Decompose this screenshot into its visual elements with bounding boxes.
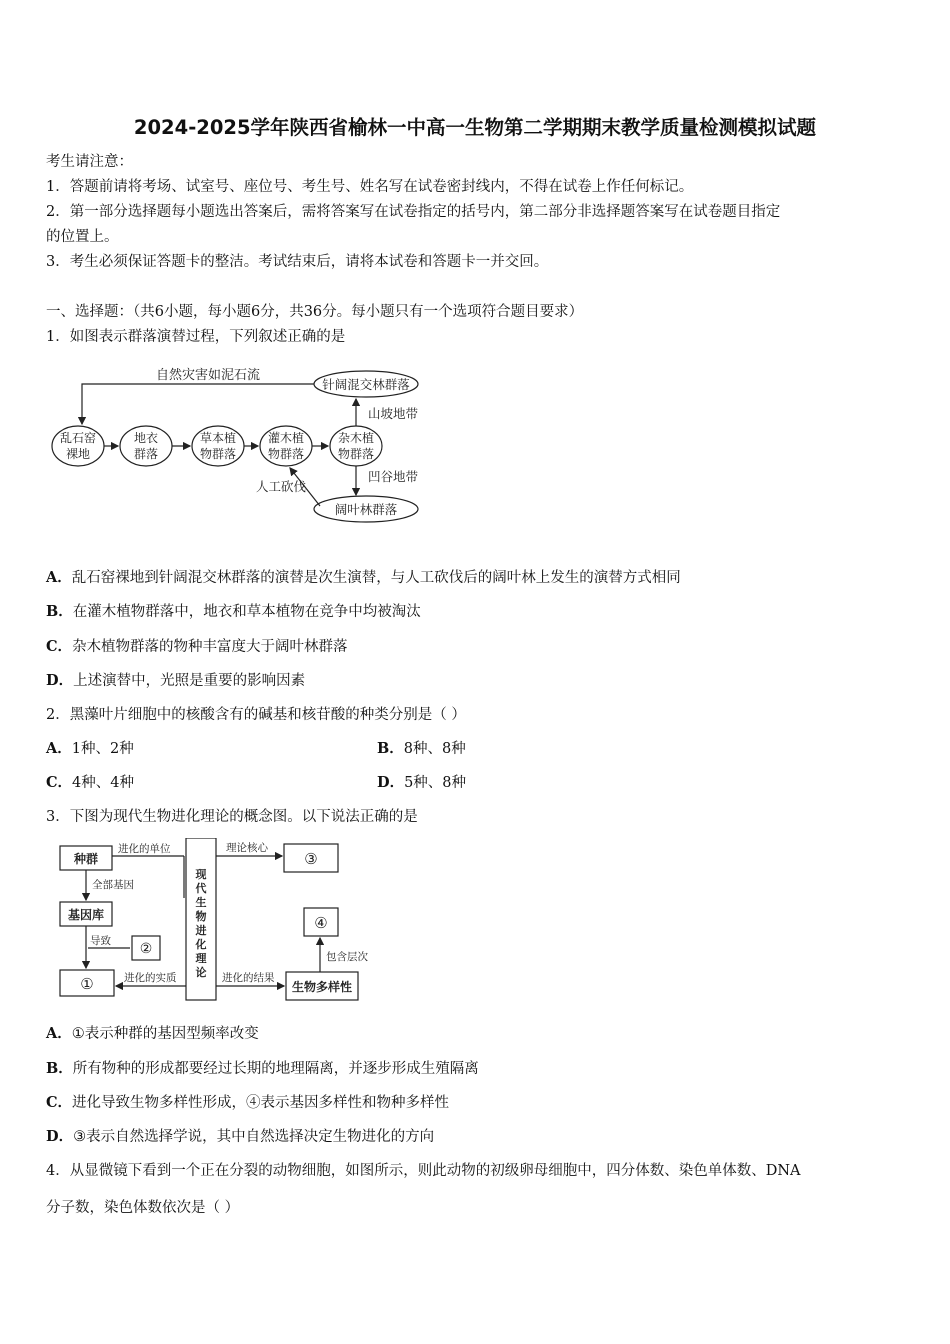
node-mixed-wood: 杂木植	[337, 431, 375, 445]
theory-center-char: 现	[195, 868, 207, 881]
notice-line: 1．答题前请将考场、试室号、座位号、考生号、姓名写在试卷密封线内，不得在试卷上作任何标记。	[46, 179, 694, 195]
option-letter: C．	[46, 638, 73, 655]
notice-line: 的位置上。	[46, 229, 119, 245]
option-d: D．5种、8种	[377, 774, 467, 791]
question-stem: 4．从显微镜下看到一个正在分裂的动物细胞，如图所示，则此动物的初级卵母细胞中，四分体数、染色单体数、DNA	[46, 1163, 801, 1179]
option-c	[46, 637, 348, 657]
conifer-node: 针阔混交林群落	[322, 377, 410, 392]
core-label: 理论核心	[226, 842, 268, 854]
blank-3: ③	[304, 850, 318, 868]
node-lichen: 群落	[133, 447, 159, 461]
node-lichen: 地衣	[133, 431, 159, 445]
all-genes-label: 全部基因	[92, 879, 134, 891]
theory-center-char: 生	[195, 896, 207, 909]
broadleaf-node: 阔叶林群落	[334, 502, 398, 517]
option-a	[46, 568, 681, 588]
node-shrub: 物群落	[267, 447, 305, 461]
option-b: B．8种、8种	[377, 740, 466, 757]
option-letter: A．	[46, 1025, 72, 1042]
option-letter	[46, 569, 72, 586]
disaster-label: 自然灾害如泥石流	[156, 368, 261, 383]
blank-1: ①	[80, 975, 94, 993]
population-box: 种群	[73, 852, 99, 866]
node-mixed-wood: 物群落	[337, 447, 375, 461]
node-herb: 草本植	[199, 431, 237, 445]
option-letter: B．	[46, 603, 73, 620]
notice-line: 3．考生必须保证答题卡的整洁。考试结束后，请将本试卷和答题卡一并交回。	[46, 254, 549, 270]
option-text: C．杂木植物群落的物种丰富度大于阔叶林群落	[46, 638, 348, 655]
logging-label: 人工砍伐	[256, 479, 307, 494]
option-b: B．所有物种的形成都要经过长期的地理隔离，并逐步形成生殖隔离	[46, 1060, 479, 1077]
leads-label: 导致	[90, 935, 111, 947]
biodiversity-box: 生物多样性	[291, 980, 353, 994]
theory-center-char: 代	[195, 882, 207, 895]
option-letter	[46, 638, 72, 655]
valley-label: 凹谷地带	[368, 469, 419, 484]
option-d	[46, 671, 305, 691]
question-stem: 2．黑藻叶片细胞中的核酸含有的碱基和核苷酸的种类分别是（ ）	[46, 707, 466, 723]
option-letter: D．	[46, 672, 74, 689]
option-a: A．①表示种群的基因型频率改变	[46, 1025, 259, 1042]
node-herb: 物群落	[199, 447, 237, 461]
option-text: B．在灌木植物群落中，地衣和草本植物在竞争中均被淘汰	[46, 603, 421, 620]
option-letter: C．	[46, 1094, 73, 1111]
mountain-label: 山坡地带	[368, 406, 419, 421]
succession-diagram	[46, 356, 436, 531]
theory-center-char: 物	[195, 910, 207, 923]
option-letter	[46, 603, 73, 620]
unit-label: 进化的单位	[118, 843, 171, 855]
page-title: 2024-2025学年陕西省榆林一中高一生物第二学期期末教学质量检测模拟试题	[133, 116, 817, 139]
option-letter: A．	[46, 569, 72, 586]
option-text: D．上述演替中，光照是重要的影响因素	[46, 672, 306, 689]
option-letter: D．	[377, 774, 405, 791]
option-letter: A．	[46, 740, 72, 757]
option-text: A．乱石窑裸地到针阔混交林群落的演替是次生演替，与人工砍伐后的阔叶林上发生的演替方式相同	[46, 569, 681, 586]
node-bare-rock: 乱石窑	[59, 431, 97, 445]
theory-center-char: 理	[195, 952, 207, 965]
theory-center-char: 论	[195, 966, 207, 979]
evolution-concept-map	[54, 838, 384, 1006]
option-c: C．进化导致生物多样性形成，④表示基因多样性和物种多样性	[46, 1094, 450, 1111]
option-d: D．③表示自然选择学说，其中自然选择决定生物进化的方向	[46, 1128, 435, 1145]
option-b	[46, 602, 421, 622]
option-letter: B．	[377, 740, 404, 757]
option-c: C．4种、4种	[46, 774, 134, 791]
question-stem: 3．下图为现代生物进化理论的概念图。以下说法正确的是	[46, 809, 418, 825]
option-a: A．1种、2种	[46, 740, 134, 757]
notice-heading: 考生请注意：	[46, 154, 133, 170]
notice-line: 2．第一部分选择题每小题选出答案后，需将答案写在试卷指定的括号内，第二部分非选择题答案写在试卷题目指定	[46, 204, 781, 220]
levels-label: 包含层次	[326, 951, 368, 963]
theory-center-char: 进	[195, 924, 207, 937]
gene-pool-box: 基因库	[67, 908, 105, 922]
option-letter: C．	[46, 774, 73, 791]
blank-4: ④	[314, 914, 328, 932]
blank-2: ②	[139, 941, 153, 957]
option-letter: B．	[46, 1060, 73, 1077]
node-bare-rock: 裸地	[65, 447, 91, 461]
option-letter	[46, 672, 73, 689]
option-letter: D．	[46, 1128, 74, 1145]
node-shrub: 灌木植	[267, 431, 305, 445]
result-label: 进化的结果	[222, 972, 275, 984]
question-stem: 1．如图表示群落演替过程，下列叙述正确的是	[46, 329, 346, 345]
section-heading: 一、选择题：（共6小题，每小题6分，共36分。每小题只有一个选项符合题目要求）	[46, 304, 584, 320]
question-stem-continued: 分子数，染色体数依次是（ ）	[46, 1200, 240, 1216]
essence-label: 进化的实质	[124, 972, 177, 984]
theory-center-char: 化	[195, 938, 207, 951]
